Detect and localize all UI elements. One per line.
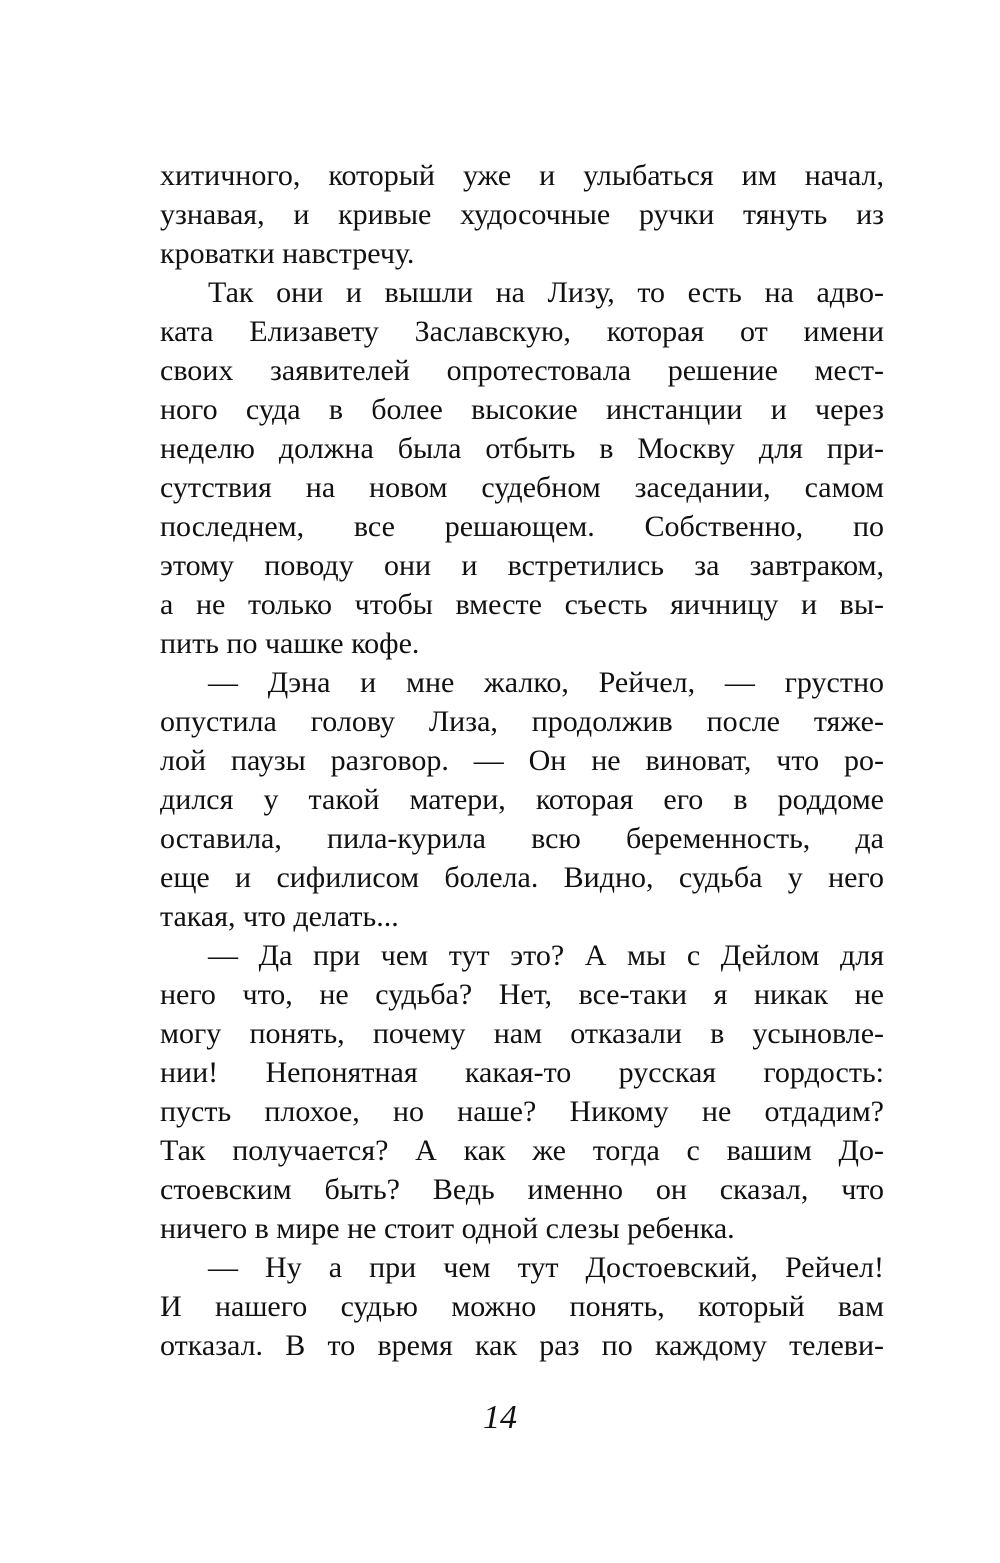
text-line: узнавая, и кривые худосочные ручки тянуть из xyxy=(160,198,884,231)
text-line: Так получается? А как же тогда с вашим До- xyxy=(160,1134,884,1167)
text-line: ного суда в более высокие инстанции и через xyxy=(160,393,884,426)
text-line: — Ну а при чем тут Достоевский, Рейчел! xyxy=(208,1251,884,1284)
text-line: неделю должна была отбыть в Москву для при- xyxy=(160,432,884,465)
text-line: нии! Непонятная какая-то русская гордость: xyxy=(160,1056,884,1089)
text-line: сутствия на новом судебном заседании, самом xyxy=(160,471,884,504)
text-line: ката Елизавету Заславскую, которая от имени xyxy=(160,315,884,348)
text-line: кроватки навстречу. xyxy=(160,237,415,270)
page-number: 14 xyxy=(483,1399,517,1436)
text-line: — Дэна и мне жалко, Рейчел, — грустно xyxy=(208,666,884,699)
body-text xyxy=(160,156,884,1365)
text-line: пусть плохое, но наше? Никому не отдадим? xyxy=(160,1095,884,1128)
text-line: пить по чашке кофе. xyxy=(160,627,420,660)
text-line: могу понять, почему нам отказали в усыновле- xyxy=(160,1017,884,1050)
text-line: последнем, все решающем. Собственно, по xyxy=(160,510,884,543)
text-line: своих заявителей опротестовала решение мест- xyxy=(160,354,884,387)
text-line: И нашего судью можно понять, который вам xyxy=(160,1290,884,1323)
text-line: оставила, пила-курила всю беременность, да xyxy=(160,822,884,855)
text-line: него что, не судьба? Нет, все-таки я никак не xyxy=(160,978,884,1011)
text-line: Так они и вышли на Лизу, то есть на адво- xyxy=(208,276,884,309)
text-line: этому поводу они и встретились за завтраком, xyxy=(160,549,884,582)
text-line: стоевским быть? Ведь именно он сказал, что xyxy=(160,1173,884,1206)
text-line: а не только чтобы вместе съесть яичницу и вы- xyxy=(160,588,884,621)
text-line: отказал. В то время как раз по каждому телеви- xyxy=(160,1329,884,1362)
text-line: такая, что делать... xyxy=(160,900,399,933)
text-line: — Да при чем тут это? А мы с Дейлом для xyxy=(208,939,884,972)
text-line: еще и сифилисом болела. Видно, судьба у него xyxy=(160,861,884,894)
text-line: хитичного, который уже и улыбаться им начал, xyxy=(160,159,884,192)
text-line: ничего в мире не стоит одной слезы ребенка. xyxy=(160,1212,735,1245)
text-line: дился у такой матери, которая его в роддоме xyxy=(160,783,884,816)
text-line: лой паузы разговор. — Он не виноват, что ро- xyxy=(160,744,884,777)
text-line: опустила голову Лиза, продолжив после тяже- xyxy=(160,705,884,738)
